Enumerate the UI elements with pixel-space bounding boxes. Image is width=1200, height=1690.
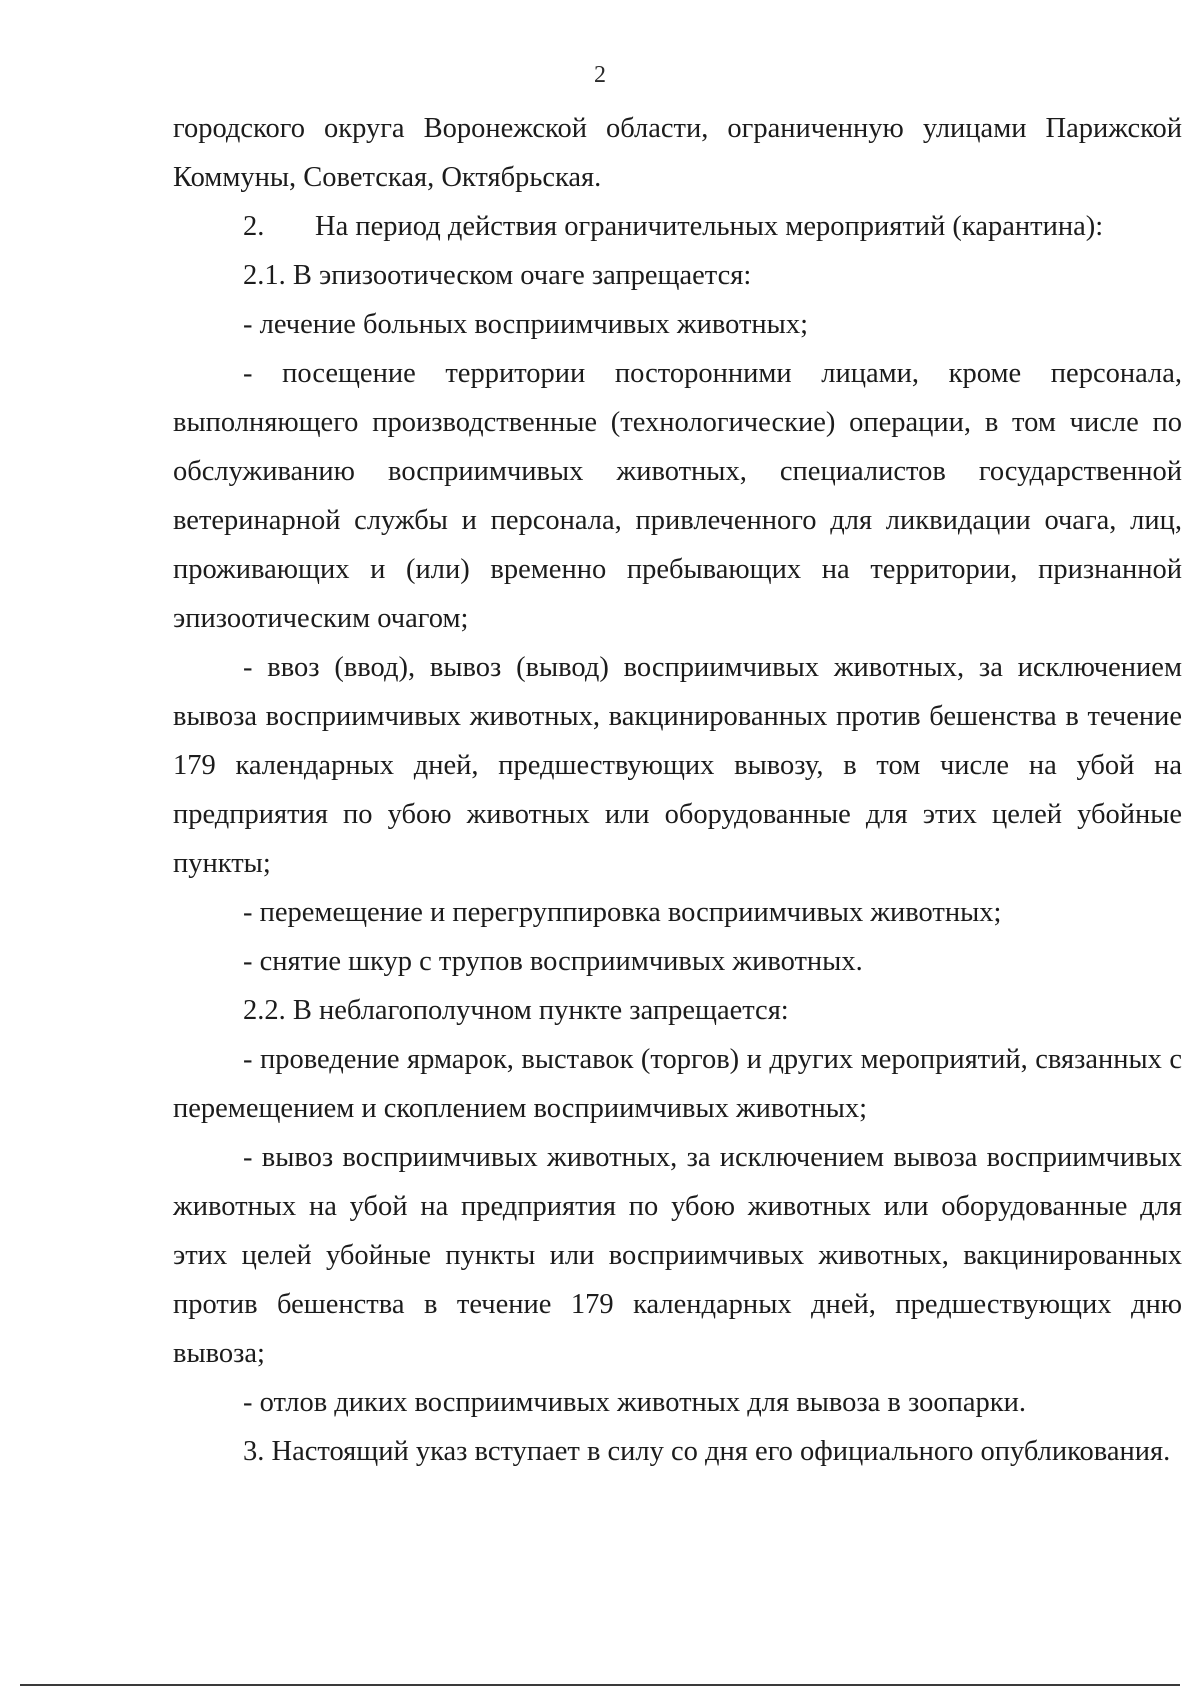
document-body [173, 104, 1182, 1476]
paragraph-trapping: - отлов диких восприимчивых животных для вывоза в зоопарки. [243, 1387, 1026, 1418]
paragraph-skinning: - снятие шкур с трупов восприимчивых животных. [243, 946, 863, 977]
paragraph-item-2-1: 2.1. В эпизоотическом очаге запрещается: [243, 260, 752, 291]
paragraph-treatment: - лечение больных восприимчивых животных; [243, 309, 808, 340]
paragraph-movement: - перемещение и перегруппировка восприимчивых животных; [243, 897, 1002, 928]
paragraph-item-3: 3. Настоящий указ вступает в силу со дня его официального опубликования. [243, 1436, 1171, 1467]
paragraph-import-export: - ввоз (ввод), вывоз (вывод) восприимчивых животных, за исключением вывоза восприимчивых животных, вакцинированных против бешенства в течение 179 календарных дней, предшествующих вывозу, в том числе на убой на предприятия по убою животных или оборудованные для этих целей убойные пункты; [173, 652, 1182, 879]
paragraph-fairs: - проведение ярмарок, выставок (торгов) и других мероприятий, связанных с перемещением и скоплением восприимчивых животных; [173, 1044, 1182, 1124]
paragraph-item-2 [173, 202, 1182, 251]
paragraph-city-district: городского округа Воронежской области, ограниченную улицами Парижской Коммуны, Советская, Октябрьская. [173, 113, 1182, 193]
paragraph-visiting: - посещение территории посторонними лицами, кроме персонала, выполняющего производственные (технологические) операции, в том числе по обслуживанию восприимчивых животных, специалистов государственной ветеринарной службы и персонала, привлеченного для ликвидации очага, лиц, проживающих и (или) временно пребывающих на территории, признанной эпизоотическим очагом; [173, 358, 1182, 634]
paragraph-item-2-2: 2.2. В неблагополучном пункте запрещается: [243, 995, 789, 1026]
item-number: 2. [243, 211, 265, 242]
bottom-divider [20, 1684, 1180, 1686]
page-number: 2 [594, 62, 606, 88]
item-text: На период действия ограничительных мероприятий (карантина): [315, 211, 1104, 242]
paragraph-export: - вывоз восприимчивых животных, за исключением вывоза восприимчивых животных на убой на предприятия по убою животных или оборудованные для этих целей убойные пункты или восприимчивых животных, вакцинированных против бешенства в течение 179 календарных дней, предшествующих дню вывоза; [173, 1142, 1182, 1369]
